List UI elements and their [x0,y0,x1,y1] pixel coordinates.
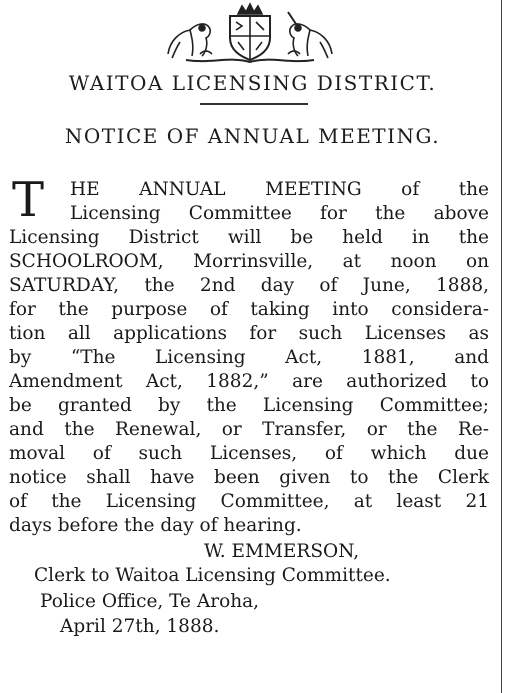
body-line: moval of such Licenses, of which due [9,443,489,464]
body-line: be granted by the Licensing Committee; [9,395,489,416]
notice-heading: NOTICE OF ANNUAL MEETING. [64,124,441,148]
body-line: tion all applications for such Licenses as [9,323,489,344]
body-line-first: HE ANNUAL MEETING of the [70,179,489,200]
body-line: of the Licensing Committee, at least 21 [9,491,489,512]
body-line: SATURDAY, the 2nd day of June, 1888, [9,275,489,296]
heading-separator [200,103,308,105]
notice-date: April 27th, 1888. [60,616,220,637]
body-line: for the purpose of taking into considera- [9,299,489,320]
drop-cap: T [12,172,45,228]
signatory-office: Police Office, Te Aroha, [40,591,260,612]
body-line: by “The Licensing Act, 1881, and [9,347,489,368]
signatory-title: Clerk to Waitoa Licensing Committee. [34,565,391,586]
body-line: Amendment Act, 1882,” are authorized to [9,371,489,392]
body-line: Licensing Committee for the above [70,203,489,224]
signatory-name: W. EMMERSON, [204,541,360,562]
body-line: and the Renewal, or Transfer, or the Re- [9,419,489,440]
coat-of-arms-icon [150,2,350,64]
body-line: SCHOOLROOM, Morrinsville, at noon on [9,251,489,272]
column-rule [501,0,502,693]
body-line: notice shall have been given to the Clerk [9,467,489,488]
body-line-last: days before the day of hearing. [9,515,302,536]
body-line: Licensing District will be held in the [9,227,489,248]
district-heading: WAITOA LICENSING DISTRICT. [68,71,437,95]
